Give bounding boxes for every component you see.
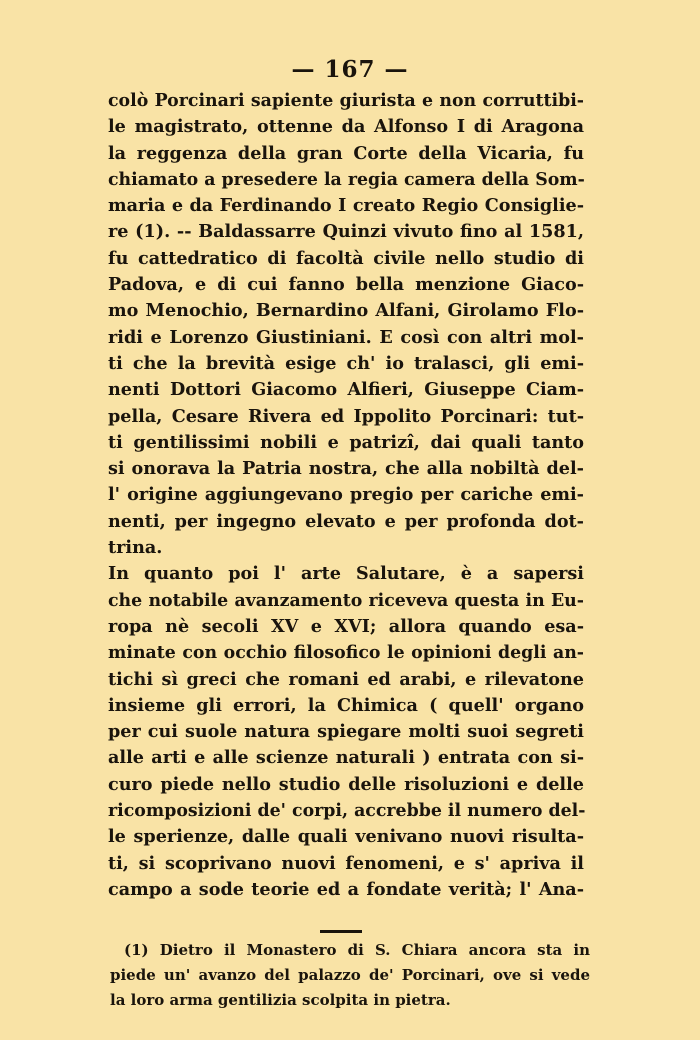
text-line: ti, si scoprivano nuovi fenomeni, e s' apriva il [108,852,584,874]
text-line: chiamato a presedere la regia camera della Som- [108,169,585,190]
text-line: ti gentilissimi nobili e patrizî, dai quali tanto [108,431,584,453]
text-line: l' origine aggiungevano pregio per cariche emi- [108,484,584,506]
footnote-line: piede un' avanzo del palazzo de' Porcinari, ove si vede [110,966,590,984]
text-line: pella, Cesare Rivera ed Ippolito Porcinari: tut- [108,405,584,427]
text-line: nenti Dottori Giacomo Alfieri, Giuseppe Ciam- [108,379,584,401]
text-line: ridi e Lorenzo Giustiniani. E così con altri mol- [108,326,584,348]
text-line: campo a sode teorie ed a fondate verità; l' Ana- [108,878,584,900]
paragraph-first-line: In quanto poi l' arte Salutare, è a sapersi [108,563,584,585]
text-line: per cui suole natura spiegare molti suoi segreti [108,721,584,743]
text-line: mo Menochio, Bernardino Alfani, Girolamo Flo- [108,300,584,322]
text-line: Padova, e di cui fanno bella menzione Giaco- [108,274,584,296]
footnote [110,938,590,1013]
footnote-rule [320,930,362,933]
page-number: — 167 — [291,56,409,83]
body-text [108,88,584,903]
text-line: nenti, per ingegno elevato e per profonda dot- [108,510,584,532]
footnote-line: (1) Dietro il Monastero di S. Chiara ancora sta in [124,941,590,959]
footnote-line: la loro arma gentilizia scolpita in pietra. [110,991,451,1009]
text-line: insieme gli errori, la Chimica ( quell' organo [108,694,584,716]
text-line: fu cattedratico di facoltà civile nello studio di [108,247,584,269]
text-line: la reggenza della gran Corte della Vicaria, fu [108,142,584,164]
text-line: le magistrato, ottenne da Alfonso I di Aragona [108,116,584,138]
text-line: ti che la brevità esige ch' io tralasci, gli emi- [108,352,584,374]
text-line: ropa nè secoli XV e XVI; allora quando esa- [108,615,584,637]
paragraph-end-line: trina. [108,537,163,559]
text-line: le sperienze, dalle quali venivano nuovi risulta- [108,826,584,848]
text-line: re (1). -- Baldassarre Quinzi vivuto fino al 1581, [108,221,584,243]
text-line: tichi sì greci che romani ed arabi, e rilevatone [108,668,584,690]
text-line: curo piede nello studio delle risoluzioni e delle [108,773,584,795]
text-line: ricomposizioni de' corpi, accrebbe il numero del- [108,801,586,822]
text-line: si onorava la Patria nostra, che alla nobiltà del- [108,458,584,480]
text-line: colò Porcinari sapiente giurista e non corruttibi- [108,91,584,111]
text-line: maria e da Ferdinando I creato Regio Consiglie- [108,195,584,217]
text-line: che notabile avanzamento riceveva questa in Eu- [108,590,584,611]
text-line: alle arti e alle scienze naturali ) entrata con si- [108,747,584,769]
text-line: minate con occhio filosofico le opinioni degli an- [108,643,584,664]
